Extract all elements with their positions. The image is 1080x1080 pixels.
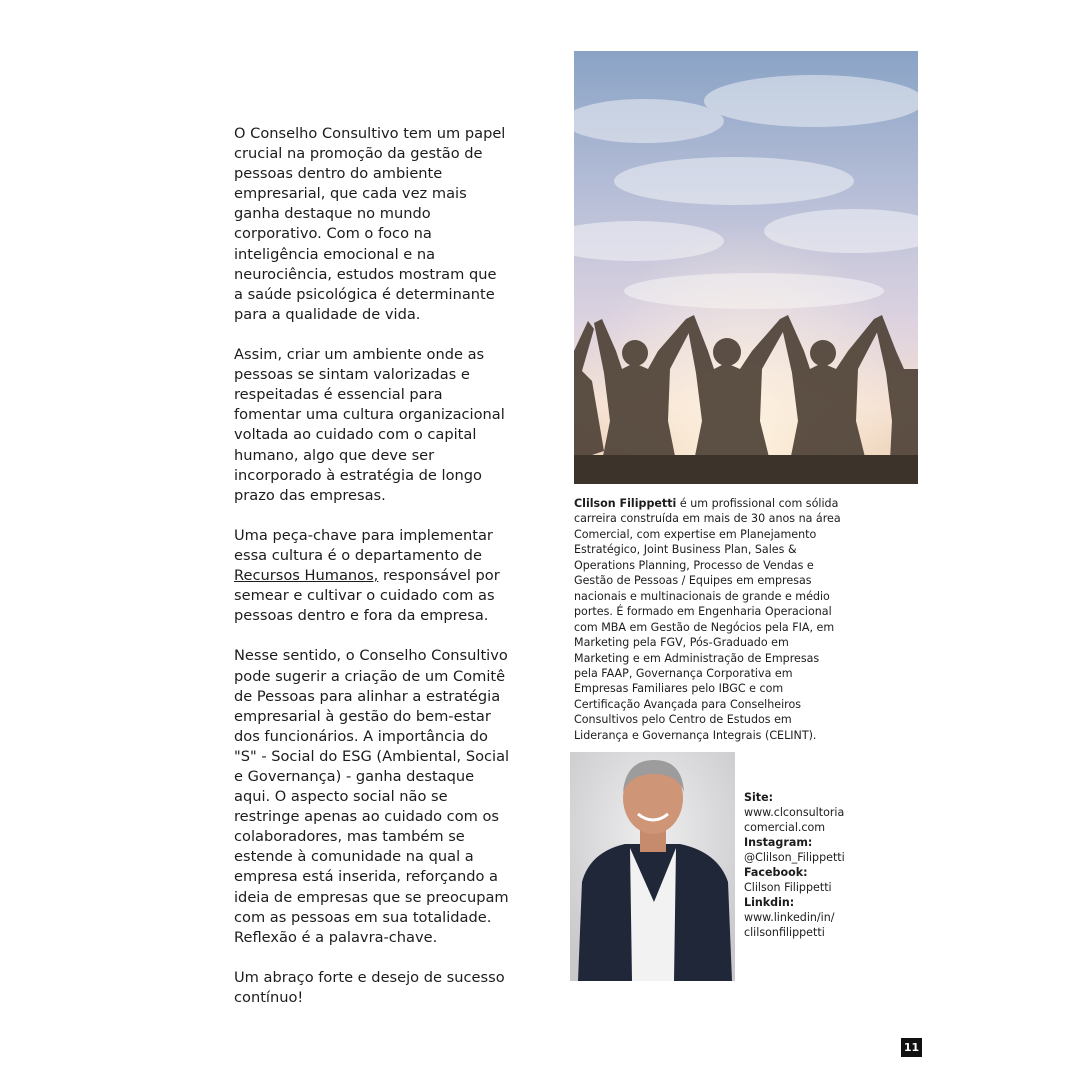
- article-paragraph-4: Nesse sentido, o Conselho Consultivo pode sugerir a criação de um Comitê de Pessoas para alinhar a estratégia empresarial à gestão do bem-estar dos funcionários. A importância do "S" - Social do ESG (Ambiental, Social e Governança) - ganha destaque aqui. O aspecto social não se restringe apenas ao cuidado com os colaboradores, mas também se estende à comunidade na qual a empresa está inserida, reforçando a ideia de empresas que se preocupam com as pessoas em sua totalidade. Reflexão é a palavra-chave.: [234, 647, 510, 946]
- hero-image-people-holding-hands: [574, 51, 918, 484]
- article-paragraph-2: Assim, criar um ambiente onde as pessoas se sintam valorizadas e respeitadas é essencial para fomentar uma cultura organizacional voltada ao cuidado com o capital humano, algo que deve ser incorporado à estratégia de longo prazo das empresas.: [234, 346, 505, 504]
- article-body: [234, 124, 510, 1028]
- author-contacts: [744, 790, 854, 940]
- article-paragraph-5: Um abraço forte e desejo de sucesso contínuo!: [234, 968, 505, 1007]
- article-paragraph-3-end: responsável por semear e cultivar o cuidado com as pessoas dentro e fora da empresa.: [234, 567, 500, 625]
- article-paragraph-1: O Conselho Consultivo tem um papel crucial na promoção da gestão de pessoas dentro do ambiente empresarial, que cada vez mais ganha destaque no mundo corporativo. Com o foco na inteligência emocional e na neurociência, estudos mostram que a saúde psicológica é determinante para a qualidade de vida.: [234, 125, 506, 323]
- instagram-label: Instagram:: [744, 836, 813, 849]
- site-value-line-1: www.clconsultoria: [744, 806, 845, 819]
- author-portrait-photo: [570, 752, 735, 981]
- author-bio-text: é um profissional com sólida carreira construída em mais de 30 anos na área Comercial, com expertise em Planejamento Estratégico, Joint Business Plan, Sales & Operations Planning, Processo de Vendas e Gestão de Pessoas / Equipes em empresas nacionais e multinacionais de grande e médio portes. É formado em Engenharia Operacional com MBA em Gestão de Negócios pela FIA, em Marketing pela FGV, Pós-Graduado em Marketing e em Administração de Empresas pela FAAP, Governança Corporativa em Empresas Familiares pelo IBGC e com Certificação Avançada para Conselheiros Consultivos pelo Centro de Estudos em Liderança e Governança Integrais (CELINT).: [574, 497, 841, 742]
- facebook-value: Clilson Filippetti: [744, 881, 832, 894]
- site-value-line-2: comercial.com: [744, 821, 826, 834]
- linkedin-label: Linkdin:: [744, 896, 795, 909]
- article-paragraph-3-start: Uma peça-chave para implementar essa cultura é o departamento de: [234, 526, 493, 564]
- author-name: Clilson Filippetti: [574, 497, 677, 510]
- linkedin-value-line-1: www.linkedin/in/: [744, 911, 835, 924]
- human-resources-link: Recursos Humanos,: [234, 567, 379, 585]
- facebook-label: Facebook:: [744, 866, 808, 879]
- page-number-badge: 11: [901, 1038, 922, 1057]
- linkedin-value-line-2: clilsonfilippetti: [744, 926, 825, 939]
- author-bio: [574, 496, 846, 743]
- article-paragraph-3: [234, 526, 510, 626]
- site-label: Site:: [744, 791, 774, 804]
- instagram-value: @Clilson_Filippetti: [744, 851, 845, 864]
